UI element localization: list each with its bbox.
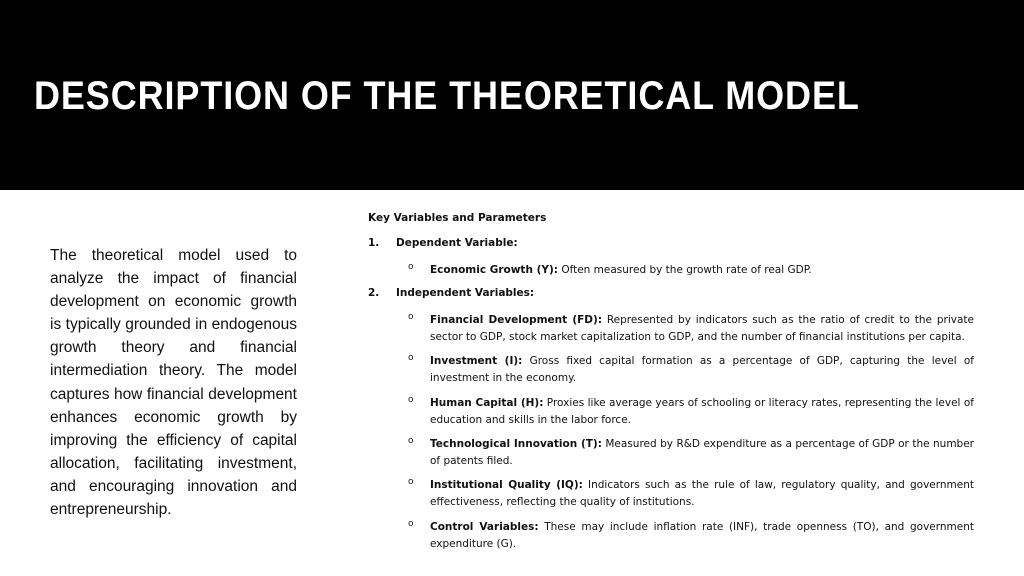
variable-description: Gross fixed capital formation as a percentage of GDP, capturing the level of investment in the economy. [430, 355, 974, 384]
bullet-circle-icon: o [408, 395, 414, 405]
variable-description: Proxies like average years of schooling or literacy rates, representing the level of education and skills in the labor force. [430, 397, 974, 426]
variable-term: Human Capital (H): [430, 397, 544, 409]
title-bar [0, 0, 1024, 190]
bullet-circle-icon: o [408, 519, 414, 529]
variable-description: Often measured by the growth rate of real GDP. [557, 264, 812, 276]
list-number: 2. [368, 287, 380, 299]
variable-term: Economic Growth (Y): [430, 264, 558, 276]
independent-variables-label: Independent Variables: [396, 287, 535, 299]
variable-term: Technological Innovation (T): [430, 438, 602, 450]
bullet-circle-icon: o [408, 477, 414, 487]
bullet-circle-icon: o [408, 312, 414, 322]
variable-term: Investment (I): [430, 355, 523, 367]
dependent-variable-label: Dependent Variable: [396, 237, 518, 249]
variable-description: Represented by indicators such as the ratio of credit to the private sector to GDP, stock market capitalization to GDP, and the number of financial institutions per capita. [430, 314, 974, 343]
variable-description: Indicators such as the rule of law, regulatory quality, and government effectiveness, reflecting the quality of institutions. [430, 479, 974, 508]
variable-term: Institutional Quality (IQ): [430, 479, 583, 491]
variable-description: These may include inflation rate (INF), trade openness (TO), and government expenditure (G). [430, 521, 975, 550]
variable-description: Measured by R&D expenditure as a percentage of GDP or the number of patents filed. [430, 438, 974, 467]
model-description-paragraph: The theoretical model used to analyze the impact of financial development on economic growth is typically grounded in endogenous growth theory and financial intermediation theory. The model captures how financial development enhances economic growth by improving the efficiency of capital allocation, facilitating investment, and encouraging innovation and entrepreneurship. [50, 247, 297, 519]
bullet-circle-icon: o [408, 353, 414, 363]
bullet-circle-icon: o [408, 262, 414, 272]
variable-term: Control Variables: [430, 521, 539, 533]
key-variables-heading: Key Variables and Parameters [368, 212, 547, 224]
slide-title: DESCRIPTION OF THE THEORETICAL MODEL [34, 74, 860, 118]
bullet-circle-icon: o [408, 436, 414, 446]
variable-term: Financial Development (FD): [430, 314, 603, 326]
list-number: 1. [368, 237, 380, 249]
